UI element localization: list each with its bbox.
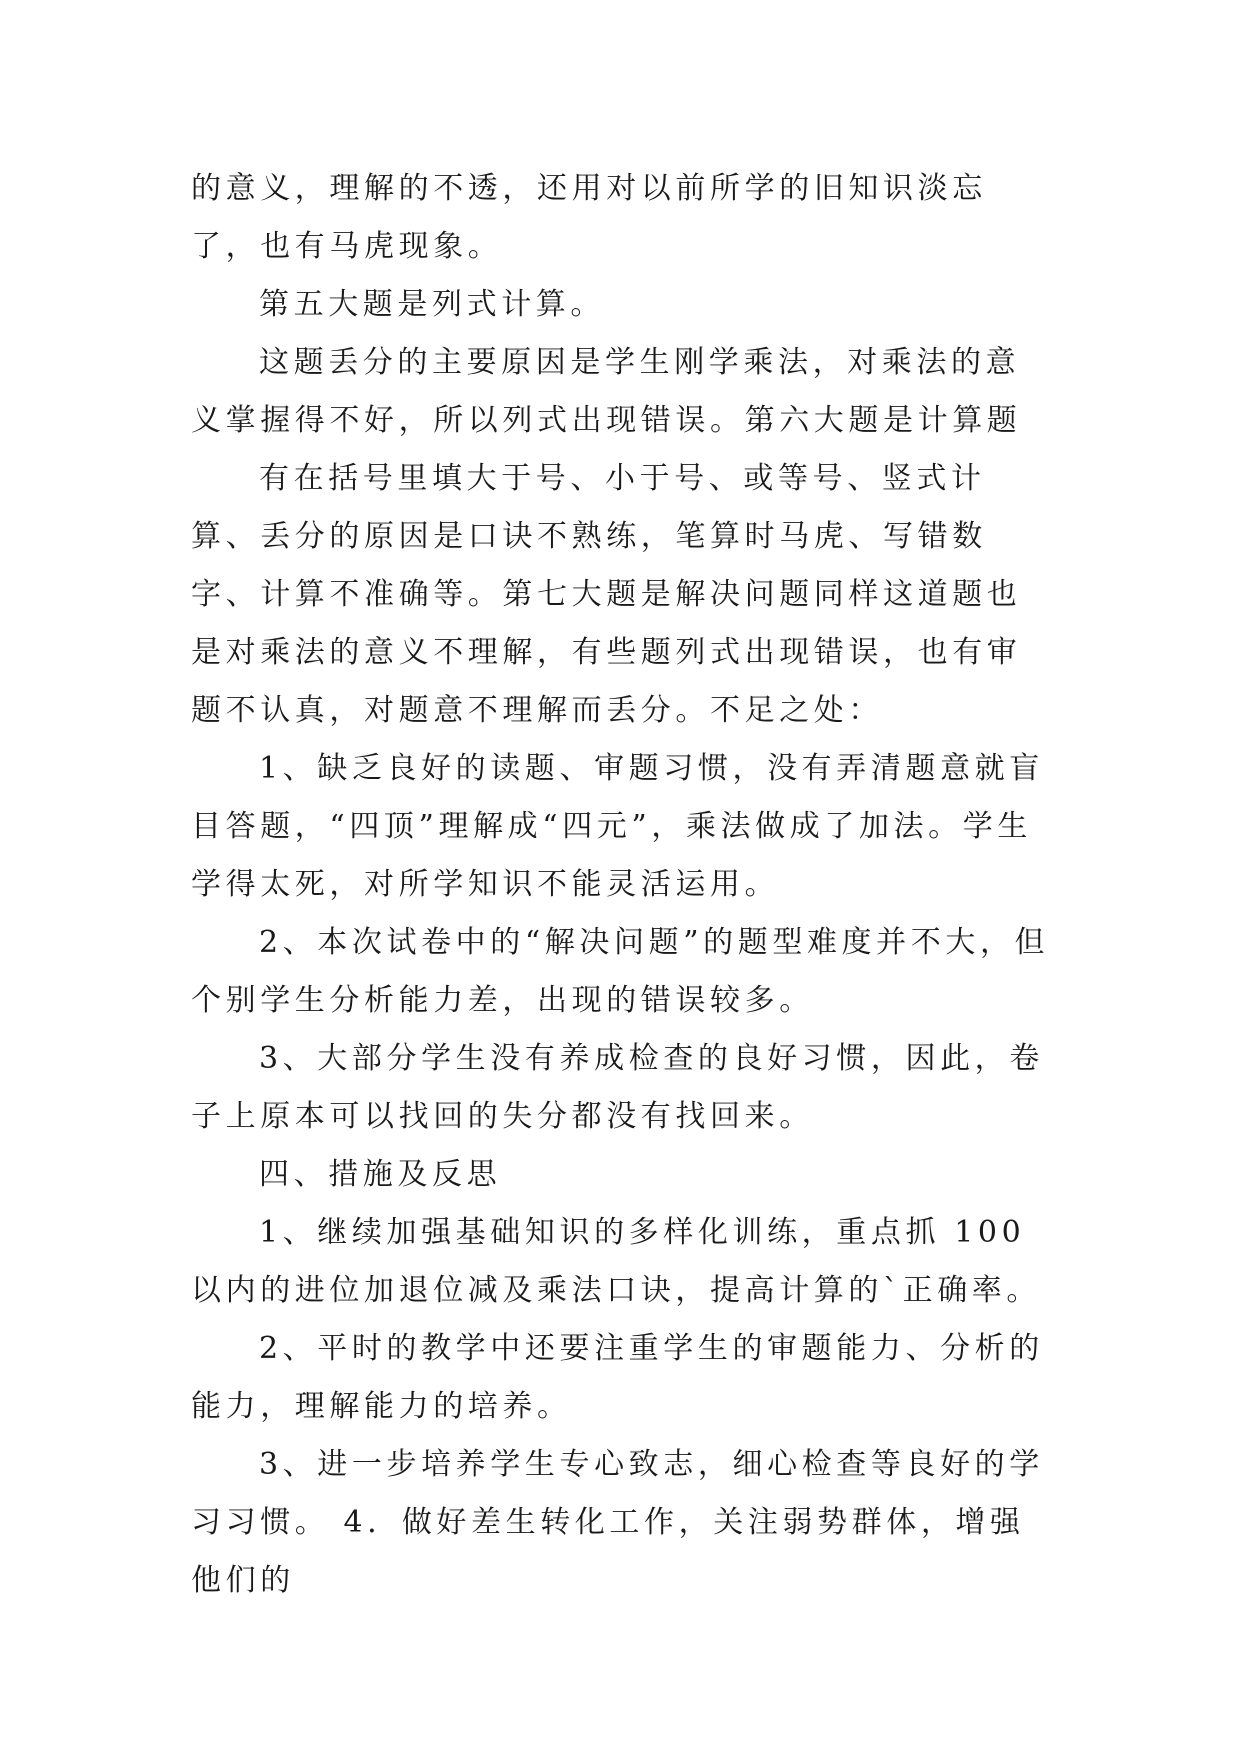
paragraph-shortcoming-1: 1、缺乏良好的读题、审题习惯，没有弄清题意就盲目答题，“四顶”理解成“四元”，乘法做成了加法。学生学得太死，对所学知识不能灵活运用。: [191, 751, 1044, 902]
paragraph-shortcoming-2: 2、本次试卷中的“解决问题”的题型难度并不大，但个别学生分析能力差，出现的错误较多。: [191, 925, 1050, 1018]
paragraph-continuation: 的意义，理解的不透，还用对以前所学的旧知识淡忘了，也有马虎现象。: [191, 171, 987, 264]
paragraph-section-five-heading: 第五大题是列式计算。: [259, 287, 605, 322]
paragraph-measure-3-4: 3、进一步培养学生专心致志，细心检查等良好的学习习惯。 4．做好差生转化工作，关注弱势群体，增强他们的: [191, 1447, 1044, 1598]
paragraph-measure-2: 2、平时的教学中还要注重学生的审题能力、分析的能力，理解能力的培养。: [191, 1331, 1044, 1424]
section-heading-measures: 四、措施及反思: [259, 1157, 502, 1192]
paragraph-shortcoming-3: 3、大部分学生没有养成检查的良好习惯，因此，卷子上原本可以找回的失分都没有找回来。: [191, 1041, 1044, 1134]
document-body: [191, 160, 1051, 1610]
paragraph-section-five-analysis: 这题丢分的主要原因是学生刚学乘法，对乘法的意义掌握得不好，所以列式出现错误。第六大题是计算题: [191, 345, 1022, 438]
paragraph-measure-1: 1、继续加强基础知识的多样化训练，重点抓 100 以内的进位加退位减及乘法口诀，提高计算的`正确率。: [191, 1215, 1041, 1308]
paragraph-section-six-seven-analysis: 有在括号里填大于号、小于号、或等号、竖式计算、丢分的原因是口诀不熟练，笔算时马虎、写错数字、计算不准确等。第七大题是解决问题同样这道题也是对乘法的意义不理解，有些题列式出现错误，也有审题不认真，对题意不理解而丢分。不足之处：: [191, 461, 1022, 728]
